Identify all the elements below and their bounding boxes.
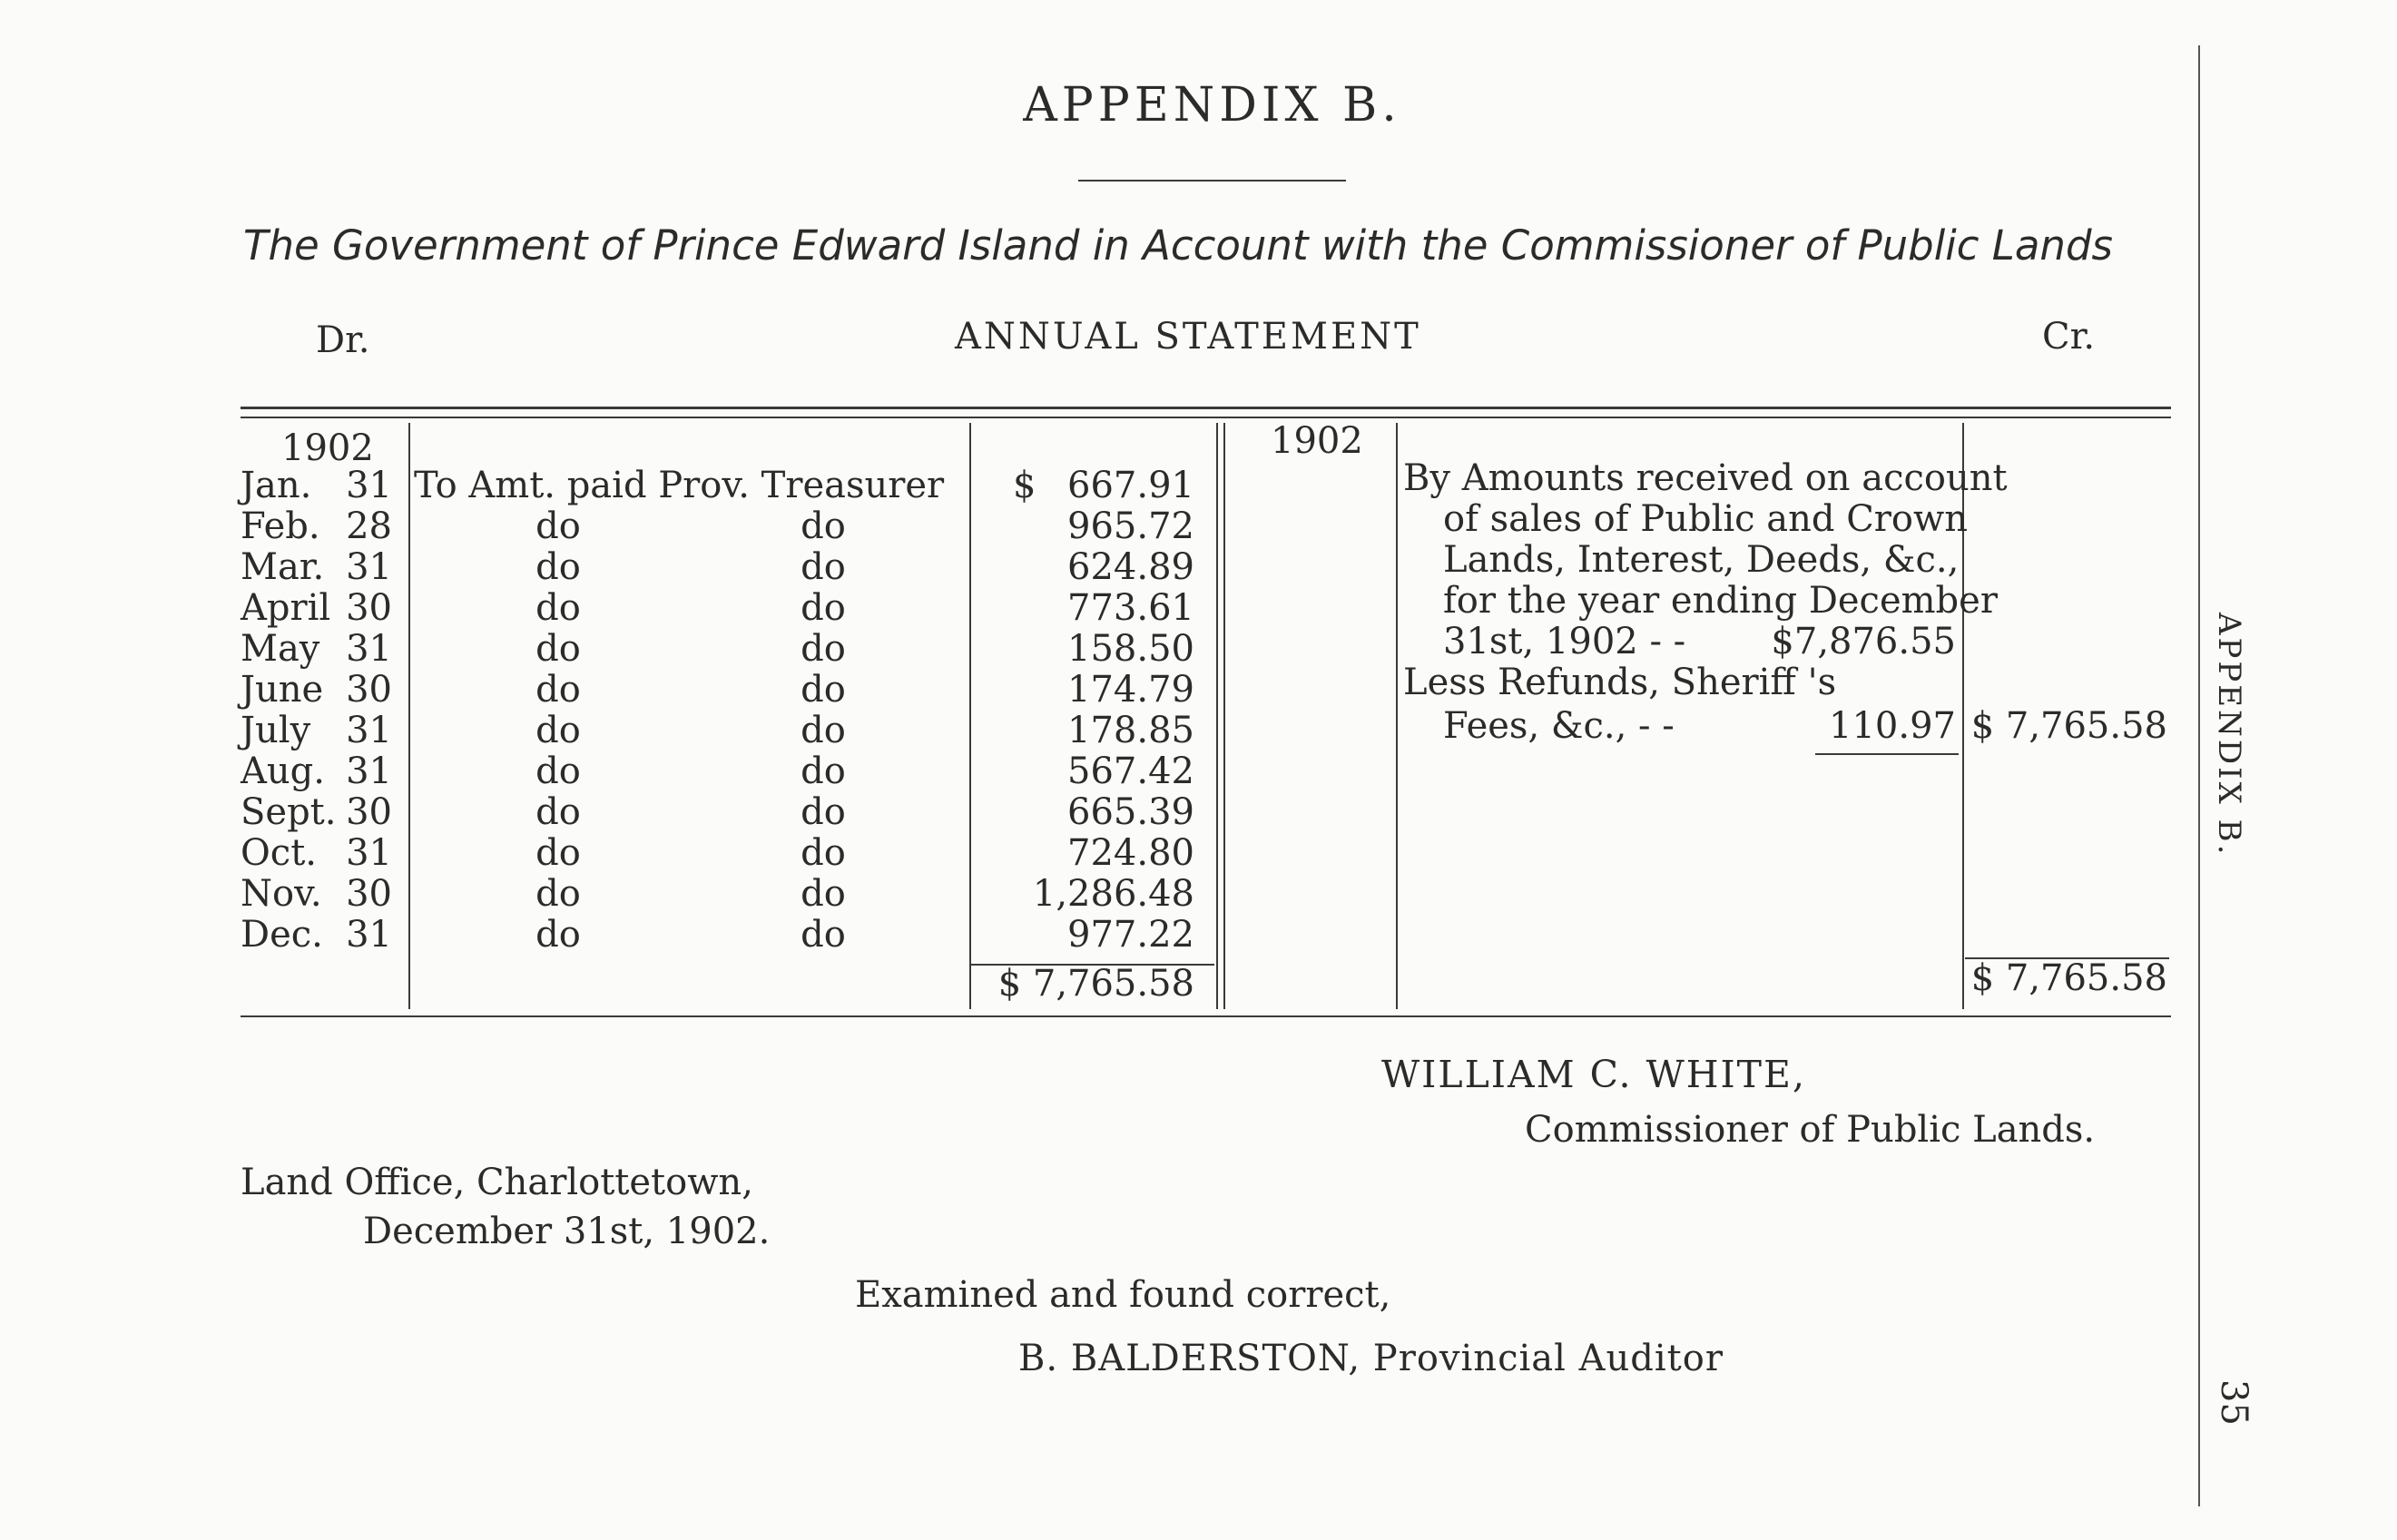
debit-row-month: June (241, 669, 324, 711)
credit-total: $ 7,765.58 (1970, 957, 2167, 999)
auditor-line: B. BALDERSTON, Provincial Auditor (1018, 1338, 1724, 1379)
debit-row-day: 30 (346, 587, 392, 629)
dr-label: Dr. (316, 319, 370, 361)
debit-row-month: Mar. (241, 546, 325, 588)
credit-refund-amount: 110.97 (1829, 705, 1956, 747)
debit-row-ditto-1: do (535, 546, 581, 588)
credit-net-amount: $ 7,765.58 (1970, 705, 2167, 747)
debit-row-day: 30 (346, 873, 392, 915)
debit-row-amount: 567.42 (1067, 750, 1194, 792)
debit-row-day: 30 (346, 791, 392, 833)
debit-row-ditto-2: do (801, 505, 846, 547)
debit-row-day: 31 (346, 465, 392, 506)
debit-row-ditto-2: do (801, 587, 846, 629)
credit-gross-amount: $7,876.55 (1771, 621, 1956, 662)
debit-row-day: 30 (346, 669, 392, 711)
debit-first-description: To Amt. paid Prov. Treasurer (414, 465, 945, 506)
credit-line-1: By Amounts received on account (1403, 457, 2008, 499)
debit-row-day: 28 (346, 505, 392, 547)
debit-row-month: Feb. (241, 505, 320, 547)
credit-year: 1902 (1271, 420, 1363, 462)
credit-line-5: 31st, 1902 - - (1443, 621, 1686, 662)
cr-label: Cr. (2042, 316, 2096, 358)
debit-row-ditto-2: do (801, 628, 846, 670)
debit-row-amount: 158.50 (1067, 628, 1194, 670)
debit-row-ditto-2: do (801, 750, 846, 792)
debit-row-ditto-1: do (535, 628, 581, 670)
credit-line-7: Fees, &c., - - (1443, 705, 1675, 747)
credit-line-3: Lands, Interest, Deeds, &c., (1443, 539, 1960, 581)
credit-line-4: for the year ending December (1443, 580, 1998, 622)
debit-row-ditto-2: do (801, 832, 846, 874)
debit-row-month: Nov. (241, 873, 322, 915)
debit-row-ditto-2: do (801, 873, 846, 915)
col-divider-amount-2 (1223, 423, 1225, 1009)
debit-row-ditto-2: do (801, 546, 846, 588)
col-divider-date (408, 423, 410, 1009)
debit-row-ditto-1: do (535, 587, 581, 629)
debit-row-amount: 724.80 (1067, 832, 1194, 874)
date-line: December 31st, 1902. (363, 1211, 771, 1252)
debit-row-ditto-1: do (535, 505, 581, 547)
signature-name: WILLIAM C. WHITE, (1381, 1053, 1806, 1096)
debit-row-ditto-1: do (535, 710, 581, 751)
appendix-title: APPENDIX B. (1023, 78, 1401, 132)
debit-row-amount: 624.89 (1067, 546, 1194, 588)
credit-line-6: Less Refunds, Sheriff 's (1403, 662, 1837, 703)
debit-row-month: May (241, 628, 320, 670)
debit-total: $ 7,765.58 (997, 963, 1194, 1005)
debit-row-amount: 665.39 (1067, 791, 1194, 833)
debit-row-amount: 977.22 (1067, 914, 1194, 956)
debit-row-day: 31 (346, 710, 392, 751)
debit-row-day: 31 (346, 832, 392, 874)
debit-row-month: Aug. (241, 750, 325, 792)
table-bottom-rule (241, 1015, 2171, 1017)
col-divider-amount (1216, 423, 1218, 1009)
place-line: Land Office, Charlottetown, (241, 1162, 753, 1203)
debit-row-ditto-2: do (801, 791, 846, 833)
side-header: APPENDIX B. (2211, 613, 2247, 858)
debit-row-ditto-1: do (535, 750, 581, 792)
debit-row-day: 31 (346, 750, 392, 792)
debit-row-amount: 965.72 (1067, 505, 1194, 547)
page-margin-rule (2198, 45, 2200, 1506)
debit-row-ditto-2: do (801, 914, 846, 956)
credit-subtotal-rule (1815, 753, 1959, 755)
debit-row-ditto-2: do (801, 669, 846, 711)
debit-row-month: Jan. (241, 465, 312, 506)
debit-row-ditto-1: do (535, 791, 581, 833)
examined-line: Examined and found correct, (855, 1274, 1391, 1316)
debit-row-day: 31 (346, 546, 392, 588)
debit-row-amount: 667.91 (1067, 465, 1194, 506)
debit-row-dollar: $ (1013, 465, 1036, 506)
table-top-rule-2 (241, 417, 2171, 418)
debit-row-month: April (241, 587, 331, 629)
signature-title: Commissioner of Public Lands. (1525, 1109, 2096, 1151)
title-rule (1078, 180, 1346, 181)
debit-row-month: July (241, 710, 311, 751)
table-top-rule (241, 407, 2171, 409)
col-divider-desc (969, 423, 971, 1009)
page-number: 35 (2213, 1379, 2255, 1426)
debit-row-ditto-1: do (535, 914, 581, 956)
debit-row-ditto-2: do (801, 710, 846, 751)
credit-line-2: of sales of Public and Crown (1443, 498, 1969, 540)
debit-year: 1902 (281, 427, 374, 469)
debit-row-ditto-1: do (535, 832, 581, 874)
debit-row-ditto-1: do (535, 873, 581, 915)
debit-row-amount: 174.79 (1067, 669, 1194, 711)
col-divider-cr-date (1396, 423, 1398, 1009)
debit-row-amount: 1,286.48 (1032, 873, 1194, 915)
debit-row-month: Dec. (241, 914, 323, 956)
debit-row-day: 31 (346, 628, 392, 670)
subtitle: The Government of Prince Edward Island in Account with the Commissioner of Public Lands (243, 221, 2113, 270)
debit-row-month: Sept. (241, 791, 337, 833)
debit-row-day: 31 (346, 914, 392, 956)
debit-row-ditto-1: do (535, 669, 581, 711)
debit-row-amount: 773.61 (1067, 587, 1194, 629)
statement-label: ANNUAL STATEMENT (955, 316, 1421, 358)
debit-row-amount: 178.85 (1067, 710, 1194, 751)
debit-row-month: Oct. (241, 832, 317, 874)
